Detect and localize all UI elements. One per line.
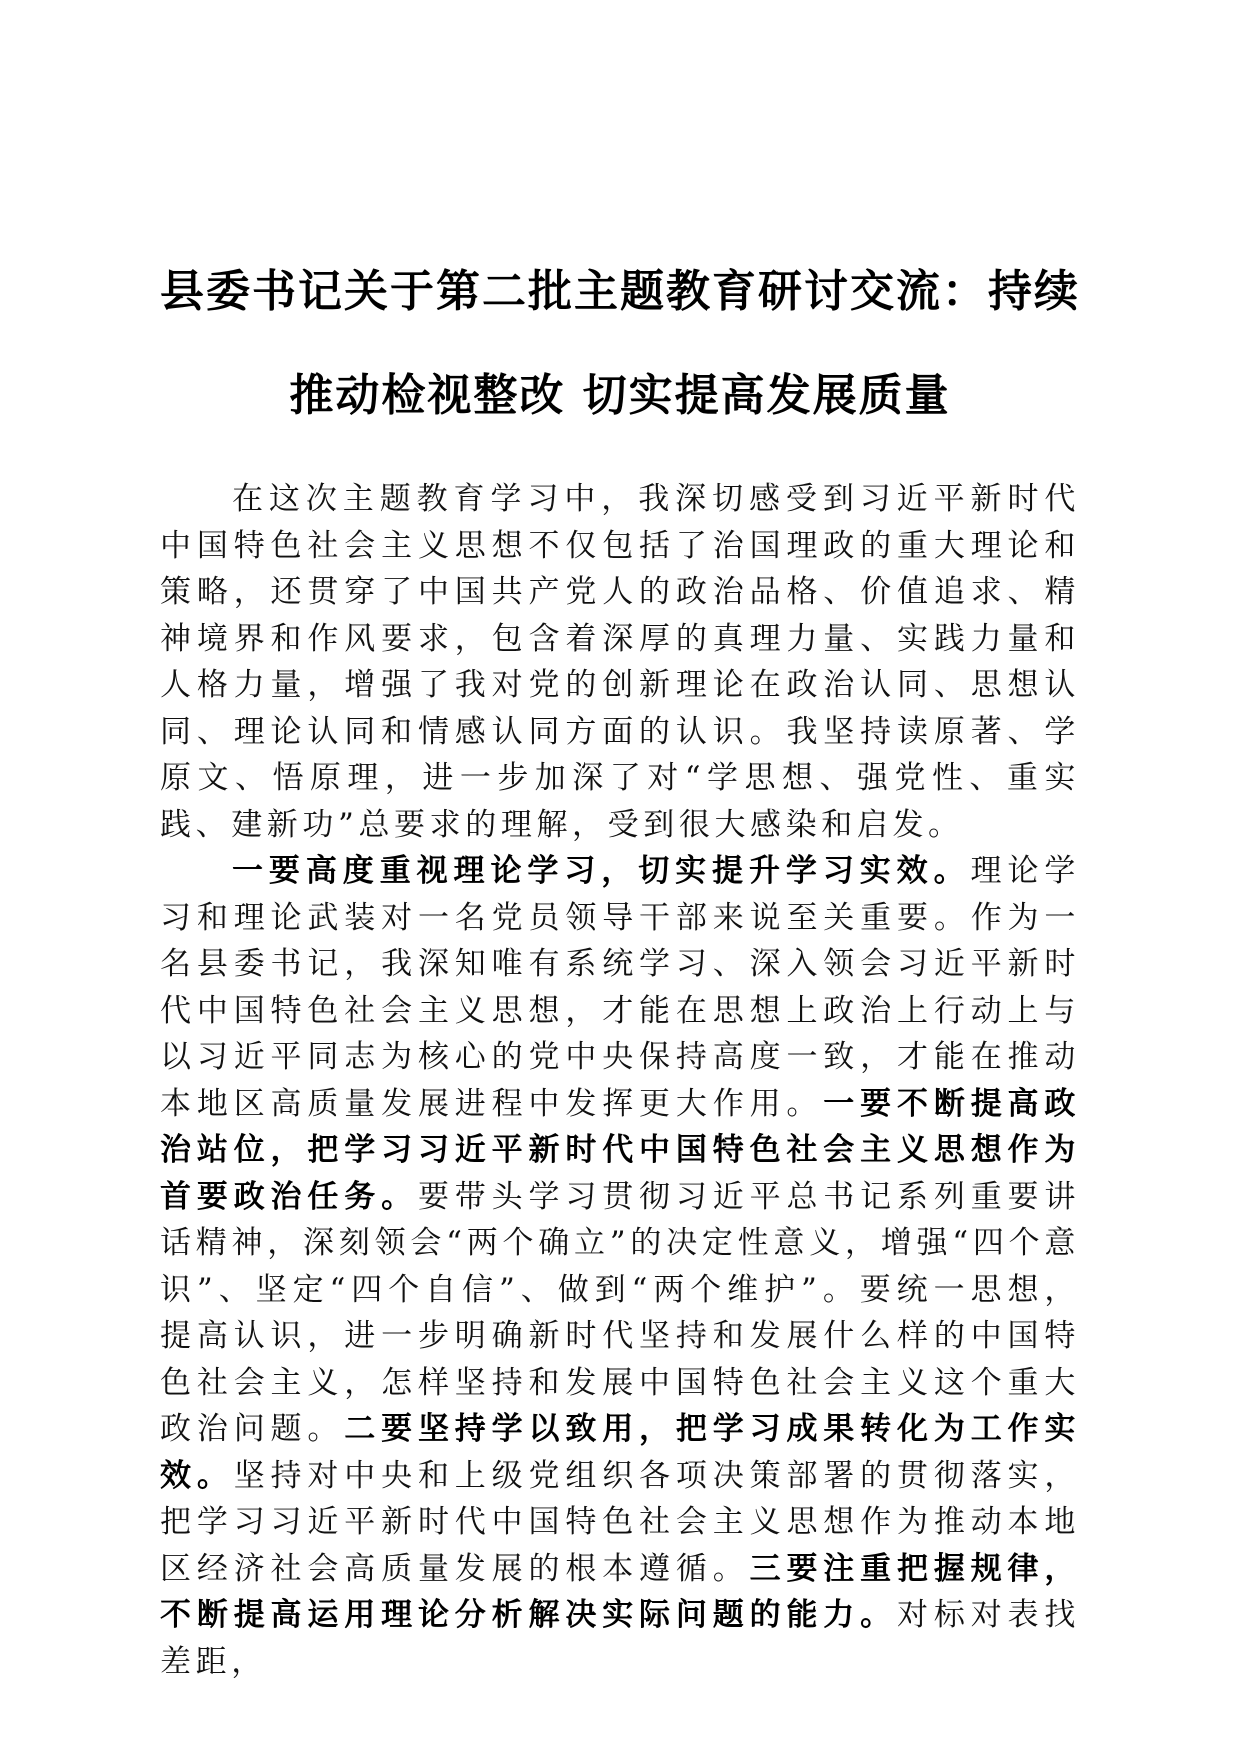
section-one-paragraph bbox=[160, 848, 1080, 1685]
point-three-heading: 三要注重把握规律，不断提高运用理论分析解决实际问题的能力。 bbox=[160, 1550, 1080, 1633]
section-one-text-3: 坚持对中央和上级党组织各项决策部署的贯彻落实，把学习习近平新时代中国特色社会主义思想作为推动本地区经济社会高质量发展的根本遵循。 bbox=[160, 1457, 1080, 1587]
document-body bbox=[160, 476, 1080, 1685]
section-one-text-4: 对标对表找差距， bbox=[160, 1597, 1080, 1680]
title-line-1: 县委书记关于第二批主题教育研讨交流：持续 bbox=[160, 266, 1080, 317]
point-one-heading: 一要不断提高政治站位，把学习习近平新时代中国特色社会主义思想作为首要政治任务。 bbox=[160, 1085, 1080, 1215]
section-one-heading: 一要高度重视理论学习，切实提升学习实效。 bbox=[232, 853, 971, 889]
point-two-heading: 二要坚持学以致用，把学习成果转化为工作实效。 bbox=[160, 1411, 1080, 1494]
intro-paragraph bbox=[160, 476, 1080, 848]
section-one-text-2: 要带头学习贯彻习近平总书记系列重要讲话精神，深刻领会“两个确立”的决定性意义，增强“四个意识”、坚定“四个自信”、做到“两个维护”。要统一思想，提高认识，进一步明确新时代坚持和发展什么样的中国特色社会主义，怎样坚持和发展中国特色社会主义这个重大政治问题。 bbox=[160, 1178, 1080, 1447]
title-line-2: 推动检视整改 切实提高发展质量 bbox=[289, 370, 951, 421]
section-one-text-1: 理论学习和理论武装对一名党员领导干部来说至关重要。作为一名县委书记，我深知唯有系统学习、深入领会习近平新时代中国特色社会主义思想，才能在思想上政治上行动上与以习近平同志为核心的党中央保持高度一致，才能在推动本地区高质量发展进程中发挥更大作用。 bbox=[160, 853, 1081, 1122]
document-title bbox=[150, 240, 1090, 448]
intro-text: 在这次主题教育学习中，我深切感受到习近平新时代中国特色社会主义思想不仅包括了治国理政的重大理论和策略，还贯穿了中国共产党人的政治品格、价值追求、精神境界和作风要求，包含着深厚的真理力量、实践力量和人格力量，增强了我对党的创新理论在政治认同、思想认同、理论认同和情感认同方面的认识。我坚持读原著、学原文、悟原理，进一步加深了对“学思想、强党性、重实践、建新功”总要求的理解，受到很大感染和启发。 bbox=[160, 481, 1080, 843]
